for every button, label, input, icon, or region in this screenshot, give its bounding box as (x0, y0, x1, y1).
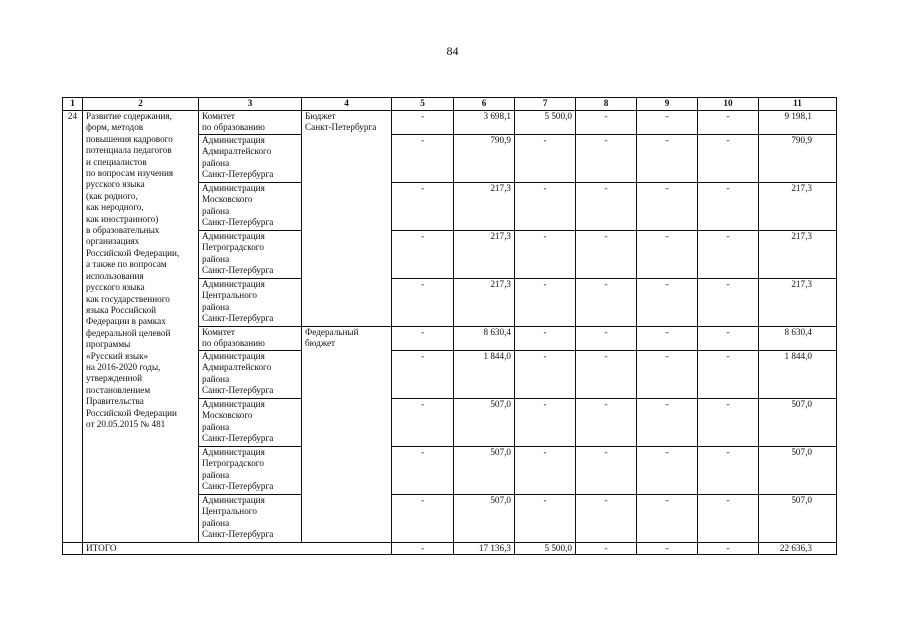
table-row (63, 111, 837, 135)
text-line: как иностранного) (86, 213, 159, 224)
value-cell-c5: - (392, 111, 454, 135)
value-cell-c8: - (576, 327, 637, 351)
value-cell-c9: - (637, 447, 698, 495)
text-line: района (202, 253, 230, 264)
text-line: Санкт-Петербурга (202, 217, 274, 228)
column-header: 9 (637, 98, 698, 111)
text-line: Федеральный (305, 327, 359, 337)
page-number: 84 (446, 44, 459, 58)
department-cell (199, 111, 302, 135)
text-line: на 2016-2020 годы, (86, 361, 161, 372)
text-line: Санкт-Петербурга (202, 481, 274, 492)
column-header: 8 (576, 98, 637, 111)
text-line: Комитет (202, 111, 235, 121)
value-cell-c8: - (576, 279, 637, 327)
value-cell-c5: - (392, 351, 454, 399)
value-cell-c7: - (515, 399, 576, 447)
department-cell (199, 495, 302, 543)
text-line: Правительства (86, 396, 144, 407)
text-line: организациях (86, 236, 140, 247)
text-line: как неродного, (86, 202, 144, 213)
value-cell-c9: - (637, 231, 698, 279)
text-line: Администрация (202, 351, 265, 361)
text-line: а также по вопросам (86, 259, 167, 270)
text-line: Администрация (202, 399, 265, 409)
text-line: Петроградского (202, 242, 264, 253)
value-cell-c11: 217,3 (759, 279, 837, 327)
value-cell-c11: 1 844,0 (759, 351, 837, 399)
total-label: ИТОГО (83, 543, 392, 555)
value-cell-c11: 8 630,4 (759, 327, 837, 351)
value-cell-c11: 9 198,1 (759, 111, 837, 135)
value-cell-c7: - (515, 351, 576, 399)
funding-source (302, 111, 392, 327)
text-line: Санкт-Петербурга (305, 122, 377, 133)
value-cell-c10: - (698, 231, 759, 279)
value-cell-c8: - (576, 111, 637, 135)
value-cell-c6: 217,3 (454, 231, 515, 279)
column-header: 5 (392, 98, 454, 111)
value-cell-c8: - (576, 183, 637, 231)
department-cell (199, 447, 302, 495)
text-line: Центрального (202, 290, 257, 301)
value-cell-c6: 217,3 (454, 183, 515, 231)
value-cell-c6: 8 630,4 (454, 327, 515, 351)
department-cell (199, 183, 302, 231)
text-line: (как родного, (86, 190, 138, 201)
text-line: использования (86, 270, 144, 281)
total-value-c8: - (576, 543, 637, 555)
value-cell-c5: - (392, 183, 454, 231)
text-line: Московского (202, 410, 253, 421)
value-cell-c8: - (576, 231, 637, 279)
text-line: бюджет (305, 338, 336, 349)
value-cell-c7: - (515, 447, 576, 495)
value-cell-c7: - (515, 231, 576, 279)
value-cell-c7: 5 500,0 (515, 111, 576, 135)
value-cell-c11: 217,3 (759, 183, 837, 231)
program-description (83, 111, 199, 543)
value-cell-c11: 507,0 (759, 399, 837, 447)
department-cell (199, 279, 302, 327)
text-line: Санкт-Петербурга (202, 313, 274, 324)
value-cell-c5: - (392, 495, 454, 543)
text-line: Санкт-Петербурга (202, 433, 274, 444)
text-line: Российской Федерации, (86, 247, 180, 258)
text-line: Санкт-Петербурга (202, 265, 274, 276)
column-header: 6 (454, 98, 515, 111)
value-cell-c8: - (576, 351, 637, 399)
value-cell-c6: 790,9 (454, 135, 515, 183)
row-number: 24 (63, 111, 83, 543)
total-value-c6: 17 136,3 (454, 543, 515, 555)
text-line: и специалистов (86, 156, 147, 167)
text-line: потенциала педагогов (86, 145, 172, 156)
text-line: Санкт-Петербурга (202, 529, 274, 540)
value-cell-c7: - (515, 183, 576, 231)
department-cell (199, 135, 302, 183)
value-cell-c10: - (698, 279, 759, 327)
total-value-c9: - (637, 543, 698, 555)
value-cell-c11: 217,3 (759, 231, 837, 279)
value-cell-c5: - (392, 135, 454, 183)
column-header: 3 (199, 98, 302, 111)
text-line: Федерации в рамках (86, 316, 166, 327)
value-cell-c7: - (515, 495, 576, 543)
text-line: Администрация (202, 447, 265, 457)
header-row (63, 98, 837, 111)
text-line: района (202, 421, 230, 432)
value-cell-c10: - (698, 399, 759, 447)
value-cell-c6: 507,0 (454, 399, 515, 447)
value-cell-c10: - (698, 495, 759, 543)
text-line: по образованию (202, 122, 265, 133)
total-value-c11: 22 636,3 (759, 543, 837, 555)
text-line: Адмиралтейского (202, 146, 272, 157)
budget-table (62, 97, 837, 555)
text-line: русского языка (86, 282, 145, 293)
text-line: района (202, 301, 230, 312)
value-cell-c10: - (698, 111, 759, 135)
text-line: по вопросам изучения (86, 168, 174, 179)
value-cell-c10: - (698, 351, 759, 399)
value-cell-c5: - (392, 231, 454, 279)
text-line: «Русский язык» (86, 350, 149, 361)
text-line: района (202, 157, 230, 168)
value-cell-c9: - (637, 327, 698, 351)
column-header: 2 (83, 98, 199, 111)
text-line: в образовательных (86, 225, 160, 236)
value-cell-c7: - (515, 327, 576, 351)
total-empty-cell (63, 543, 83, 555)
text-line: от 20.05.2015 № 481 (86, 418, 166, 429)
text-line: форм, методов (86, 122, 144, 133)
value-cell-c11: 790,9 (759, 135, 837, 183)
text-line: района (202, 469, 230, 480)
total-row (63, 543, 837, 555)
text-line: Центрального (202, 506, 257, 517)
value-cell-c6: 507,0 (454, 495, 515, 543)
text-line: Администрация (202, 279, 265, 289)
department-cell (199, 327, 302, 351)
text-line: района (202, 517, 230, 528)
value-cell-c9: - (637, 135, 698, 183)
value-cell-c9: - (637, 183, 698, 231)
funding-source (302, 327, 392, 543)
value-cell-c11: 507,0 (759, 495, 837, 543)
department-cell (199, 399, 302, 447)
column-header: 7 (515, 98, 576, 111)
value-cell-c5: - (392, 279, 454, 327)
value-cell-c6: 507,0 (454, 447, 515, 495)
text-line: Санкт-Петербурга (202, 169, 274, 180)
department-cell (199, 231, 302, 279)
value-cell-c6: 1 844,0 (454, 351, 515, 399)
total-value-c7: 5 500,0 (515, 543, 576, 555)
column-header: 4 (302, 98, 392, 111)
value-cell-c9: - (637, 279, 698, 327)
text-line: Администрация (202, 231, 265, 241)
text-line: языка Российской (86, 304, 157, 315)
value-cell-c6: 3 698,1 (454, 111, 515, 135)
value-cell-c9: - (637, 351, 698, 399)
value-cell-c7: - (515, 279, 576, 327)
text-line: утвержденной (86, 373, 143, 384)
text-line: Петроградского (202, 458, 264, 469)
text-line: Бюджет (305, 111, 336, 121)
value-cell-c8: - (576, 399, 637, 447)
text-line: Администрация (202, 495, 265, 505)
value-cell-c6: 217,3 (454, 279, 515, 327)
value-cell-c8: - (576, 447, 637, 495)
value-cell-c10: - (698, 183, 759, 231)
value-cell-c9: - (637, 495, 698, 543)
value-cell-c10: - (698, 447, 759, 495)
text-line: Администрация (202, 135, 265, 145)
column-header: 11 (759, 98, 837, 111)
value-cell-c5: - (392, 447, 454, 495)
value-cell-c9: - (637, 399, 698, 447)
text-line: Адмиралтейского (202, 362, 272, 373)
column-header: 10 (698, 98, 759, 111)
value-cell-c11: 507,0 (759, 447, 837, 495)
value-cell-c8: - (576, 495, 637, 543)
text-line: по образованию (202, 338, 265, 349)
department-cell (199, 351, 302, 399)
text-line: повышения кадрового (86, 133, 173, 144)
column-header: 1 (63, 98, 83, 111)
text-line: района (202, 205, 230, 216)
total-value-c5: - (392, 543, 454, 555)
value-cell-c7: - (515, 135, 576, 183)
text-line: федеральной целевой (86, 327, 171, 338)
value-cell-c9: - (637, 111, 698, 135)
total-value-c10: - (698, 543, 759, 555)
value-cell-c10: - (698, 135, 759, 183)
text-line: района (202, 373, 230, 384)
text-line: как государственного (86, 293, 170, 304)
text-line: Развитие содержания, (86, 111, 172, 121)
text-line: русского языка (86, 179, 145, 190)
value-cell-c5: - (392, 399, 454, 447)
text-line: постановлением (86, 384, 151, 395)
value-cell-c8: - (576, 135, 637, 183)
text-line: Администрация (202, 183, 265, 193)
value-cell-c5: - (392, 327, 454, 351)
text-line: Московского (202, 194, 253, 205)
value-cell-c10: - (698, 327, 759, 351)
text-line: программы (86, 339, 131, 350)
text-line: Санкт-Петербурга (202, 385, 274, 396)
text-line: Комитет (202, 327, 235, 337)
text-line: Российской Федерации (86, 407, 177, 418)
